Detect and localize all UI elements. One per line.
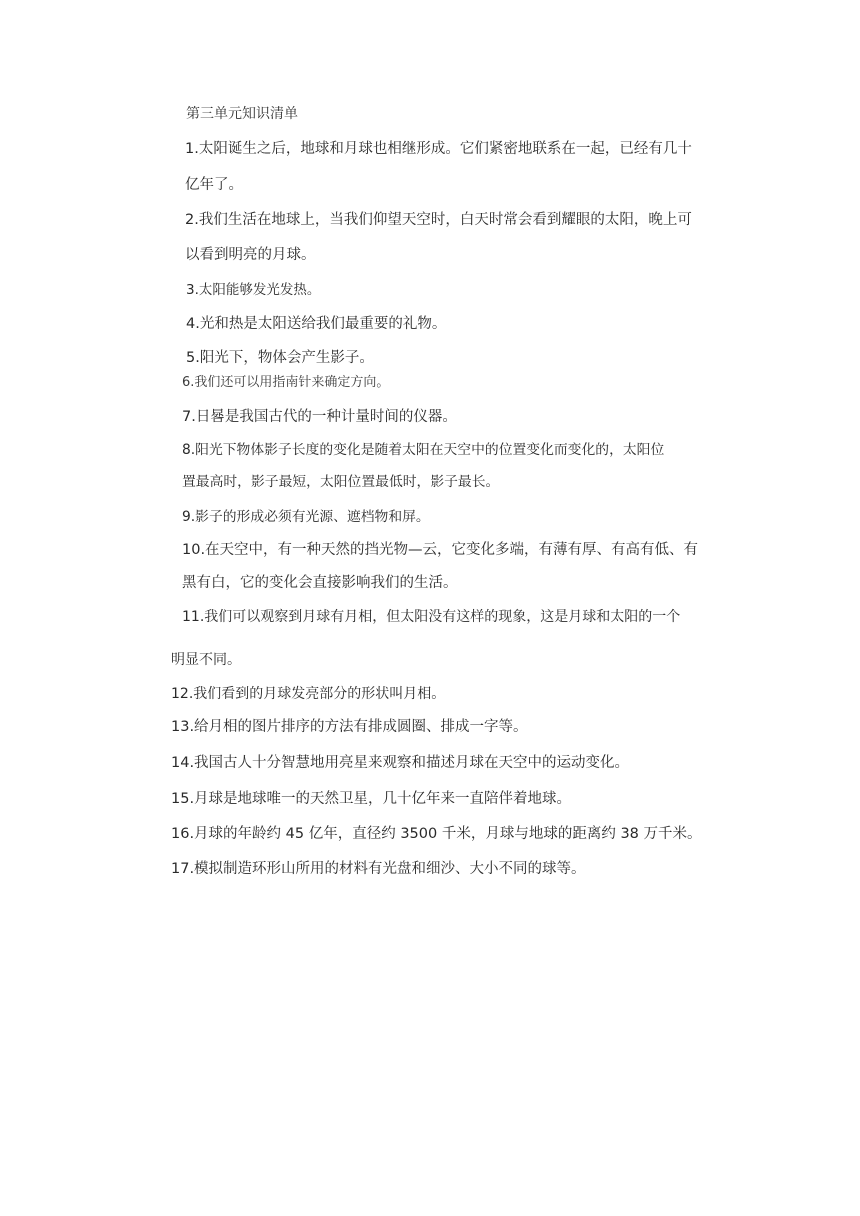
- item-8-line-1: 8.阳光下物体影子长度的变化是随着太阳在天空中的位置变化而变化的，太阳位: [182, 442, 665, 458]
- item-16: 16.月球的年龄约 45 亿年，直径约 3500 千米，月球与地球的距离约 38 万千米。: [171, 826, 702, 842]
- item-17: 17.模拟制造环形山所用的材料有光盘和细沙、大小不同的球等。: [171, 861, 586, 877]
- item-10-line-2: 黑有白，它的变化会直接影响我们的生活。: [182, 575, 458, 591]
- item-1-line-2: 亿年了。: [185, 177, 243, 193]
- item-1-line-1: 1.太阳诞生之后，地球和月球也相继形成。它们紧密地联系在一起，已经有几十: [185, 141, 692, 157]
- item-6: 6.我们还可以用指南针来确定方向。: [182, 375, 390, 390]
- item-9: 9.影子的形成必须有光源、遮档物和屏。: [182, 509, 430, 525]
- item-15: 15.月球是地球唯一的天然卫星，几十亿年来一直陪伴着地球。: [171, 791, 572, 807]
- item-3: 3.太阳能够发光发热。: [186, 282, 321, 298]
- item-4: 4.光和热是太阳送给我们最重要的礼物。: [186, 316, 447, 332]
- page-title: 第三单元知识清单: [186, 106, 298, 122]
- item-11-line-2: 明显不同。: [171, 652, 241, 668]
- item-5: 5.阳光下，物体会产生影子。: [186, 350, 374, 366]
- item-11-line-1: 11.我们可以观察到月球有月相，但太阳没有这样的现象，这是月球和太阳的一个: [182, 609, 681, 625]
- item-2-line-1: 2.我们生活在地球上，当我们仰望天空时，白天时常会看到耀眼的太阳，晚上可: [185, 212, 692, 228]
- item-13: 13.给月相的图片排序的方法有排成圆圈、排成一字等。: [171, 719, 528, 735]
- item-2-line-2: 以看到明亮的月球。: [185, 247, 316, 263]
- item-14: 14.我国古人十分智慧地用亮星来观察和描述月球在天空中的运动变化。: [171, 755, 630, 771]
- item-7: 7.日晷是我国古代的一种计量时间的仪器。: [182, 409, 457, 425]
- item-12: 12.我们看到的月球发亮部分的形状叫月相。: [171, 686, 446, 702]
- item-8-line-2: 置最高时，影子最短，太阳位置最低时，影子最长。: [182, 474, 500, 490]
- item-10-line-1: 10.在天空中，有一种天然的挡光物—云，它变化多端，有薄有厚、有高有低、有: [182, 542, 699, 558]
